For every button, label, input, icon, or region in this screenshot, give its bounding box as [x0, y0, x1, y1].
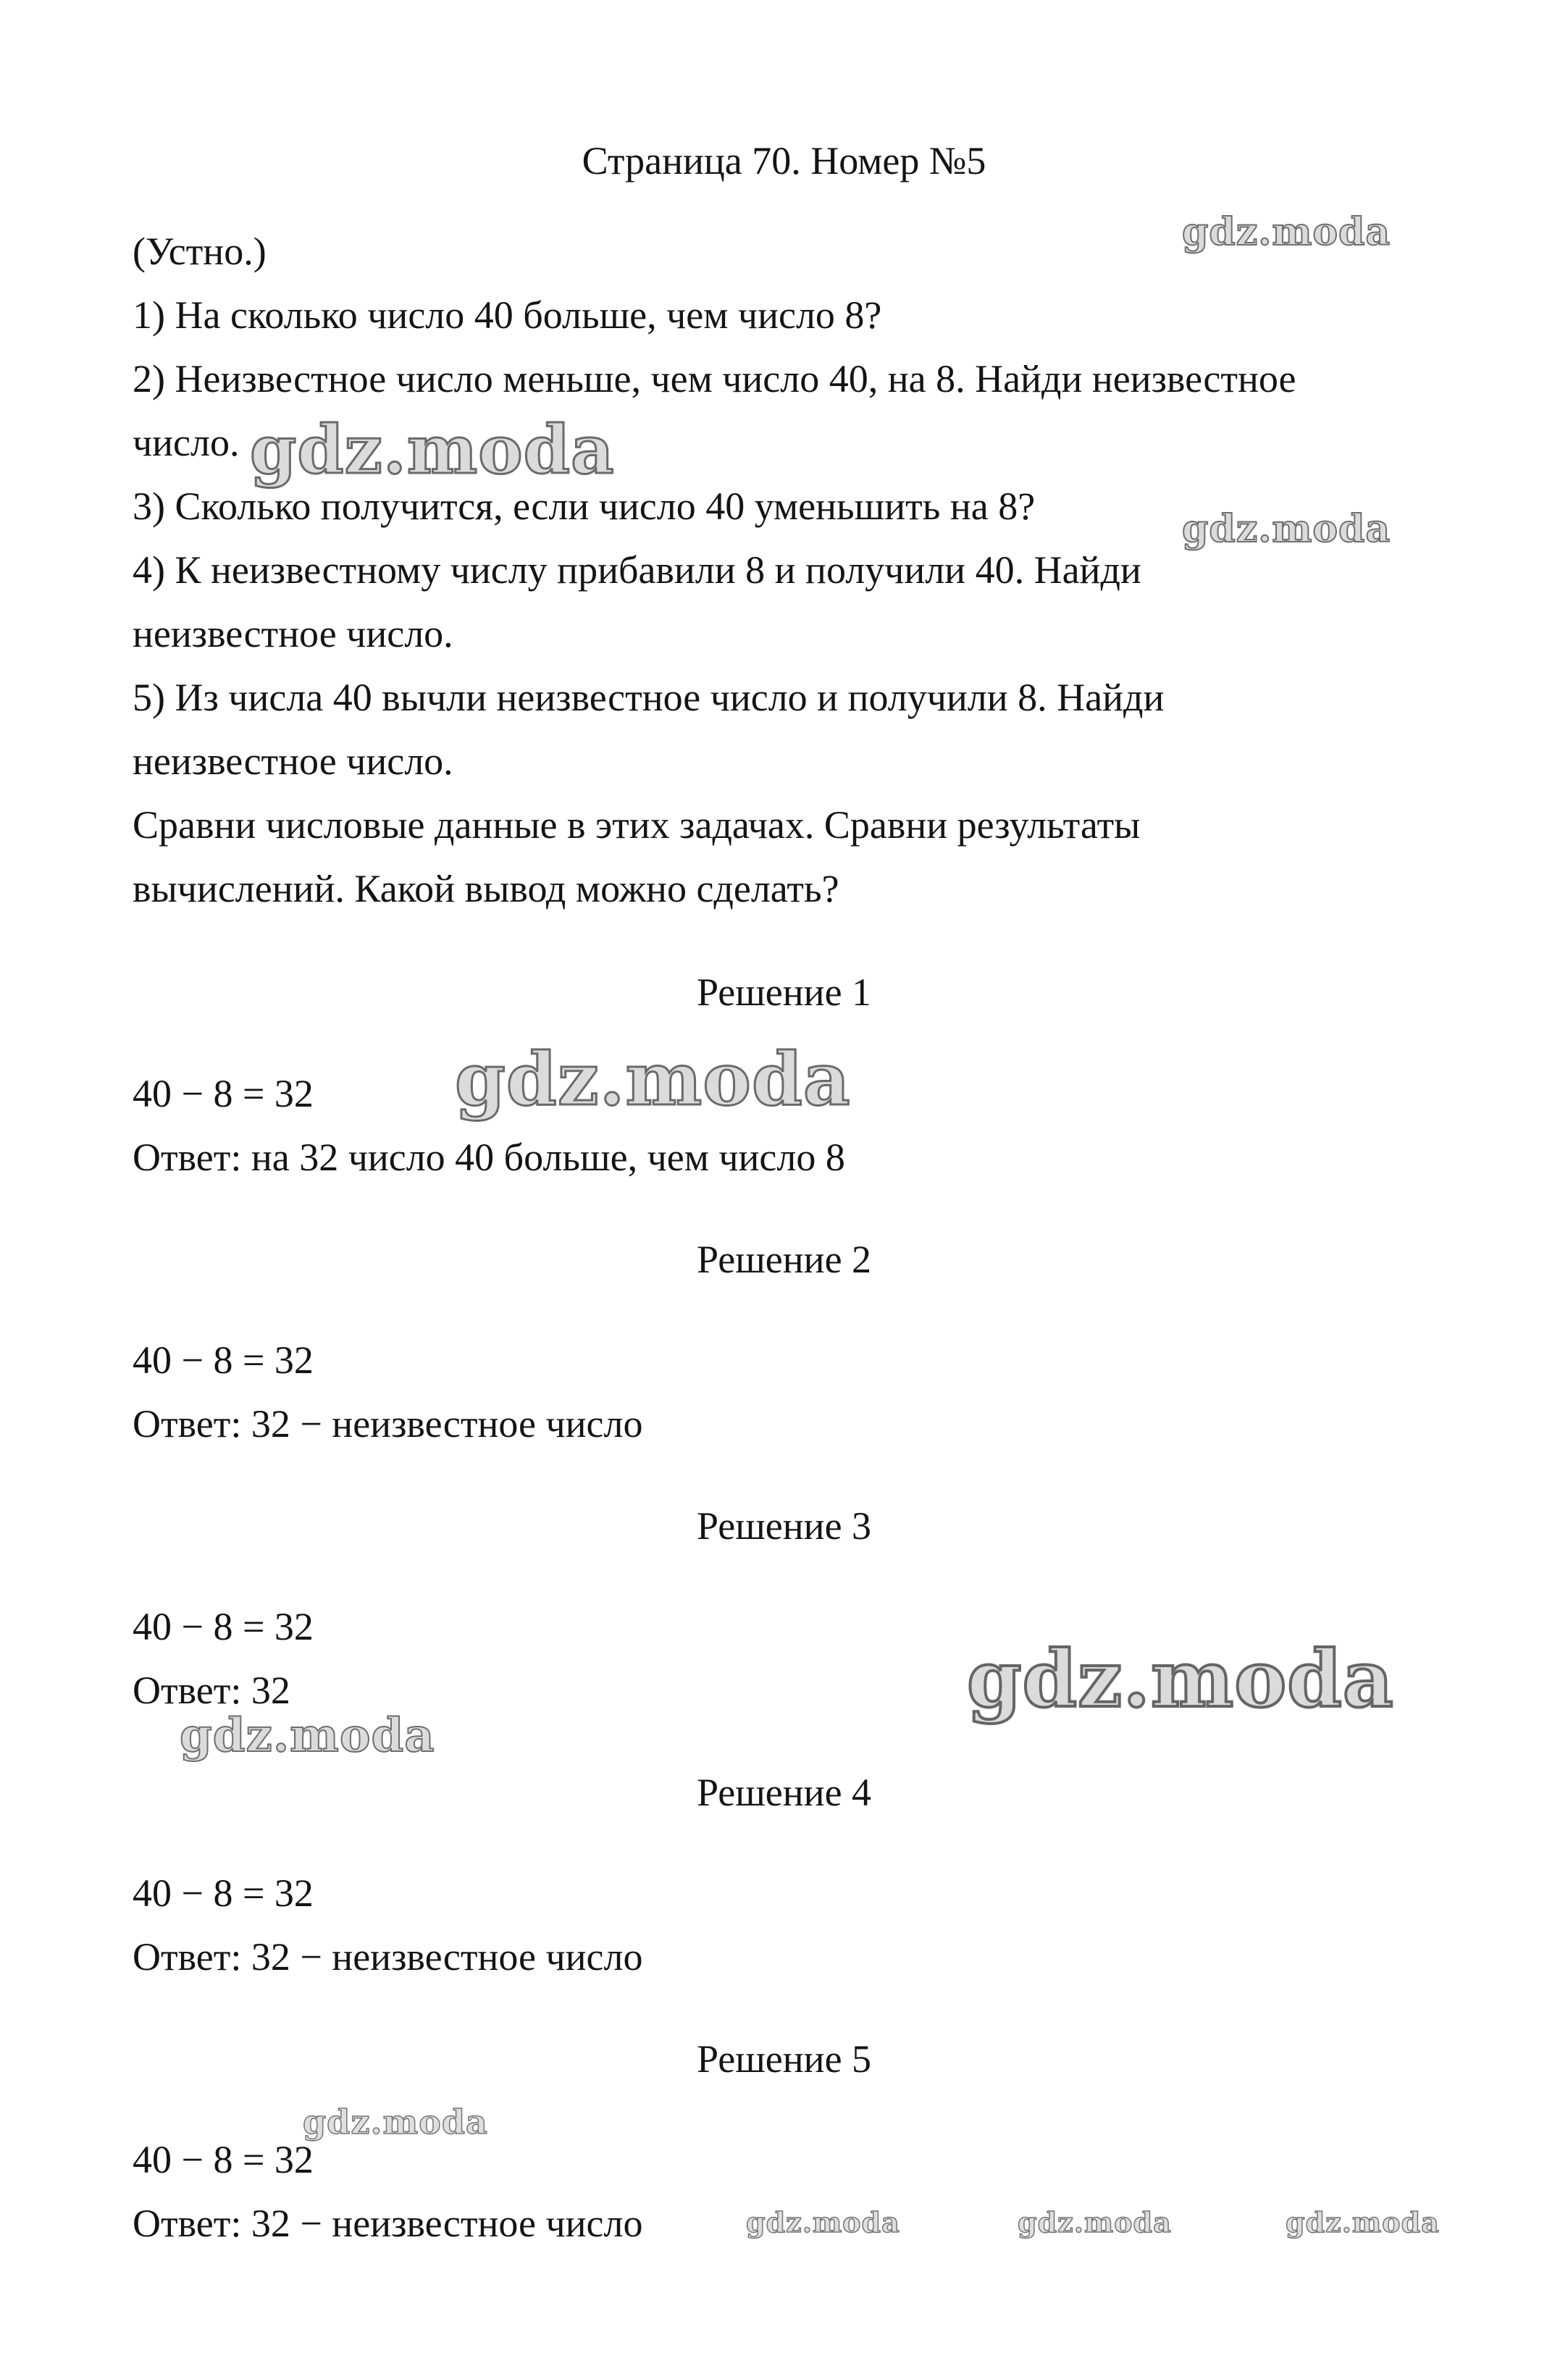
watermark: gdz.moda: [1182, 507, 1391, 551]
solution-heading: Решение 2: [696, 1238, 872, 1281]
task-line: 5) Из числа 40 вычли неизвестное число и получили 8. Найди: [133, 676, 1165, 719]
solution-equation: 40 − 8 = 32: [133, 2138, 314, 2181]
watermark: gdz.moda: [250, 411, 615, 489]
task-line: вычислений. Какой вывод можно сделать?: [133, 867, 839, 910]
task-line: 1) На сколько число 40 больше, чем число 8?: [133, 293, 882, 337]
watermark: gdz.moda: [1286, 2206, 1440, 2239]
solution-equation: 40 − 8 = 32: [133, 1338, 314, 1382]
watermark: gdz.moda: [1182, 210, 1391, 254]
solution-equation: 40 − 8 = 32: [133, 1871, 314, 1915]
solution-heading: Решение 5: [696, 2037, 872, 2081]
solution-heading: Решение 3: [696, 1504, 872, 1548]
task-line: Сравни числовые данные в этих задачах. Сравни результаты: [133, 803, 1141, 847]
solution-answer: Ответ: на 32 число 40 больше, чем число 8: [133, 1136, 845, 1179]
solution-heading: Решение 1: [696, 970, 872, 1014]
solution-answer: Ответ: 32 − неизвестное число: [133, 1402, 643, 1446]
task-line: 3) Сколько получится, если число 40 уменьшить на 8?: [133, 485, 1036, 528]
watermark: gdz.moda: [303, 2102, 488, 2142]
task-line: число.: [133, 421, 240, 464]
task-intro: (Устно.): [133, 230, 267, 273]
solution-answer: Ответ: 32 − неизвестное число: [133, 2202, 643, 2245]
solution-equation: 40 − 8 = 32: [133, 1605, 314, 1648]
task-line: неизвестное число.: [133, 612, 453, 655]
page-title: Страница 70. Номер №5: [582, 139, 986, 183]
watermark: gdz.moda: [746, 2206, 900, 2239]
solution-answer: Ответ: 32 − неизвестное число: [133, 1935, 643, 1979]
watermark: gdz.moda: [455, 1036, 851, 1122]
solution-equation: 40 − 8 = 32: [133, 1072, 314, 1115]
watermark: gdz.moda: [180, 1708, 435, 1763]
task-line: 4) К неизвестному числу прибавили 8 и получили 40. Найди: [133, 548, 1141, 592]
watermark: gdz.moda: [1018, 2206, 1172, 2239]
solution-heading: Решение 4: [696, 1771, 872, 1814]
task-line: 2) Неизвестное число меньше, чем число 40, на 8. Найди неизвестное: [133, 357, 1296, 400]
watermark: gdz.moda: [967, 1634, 1394, 1725]
solution-answer: Ответ: 32: [133, 1669, 290, 1712]
task-line: неизвестное число.: [133, 739, 453, 783]
